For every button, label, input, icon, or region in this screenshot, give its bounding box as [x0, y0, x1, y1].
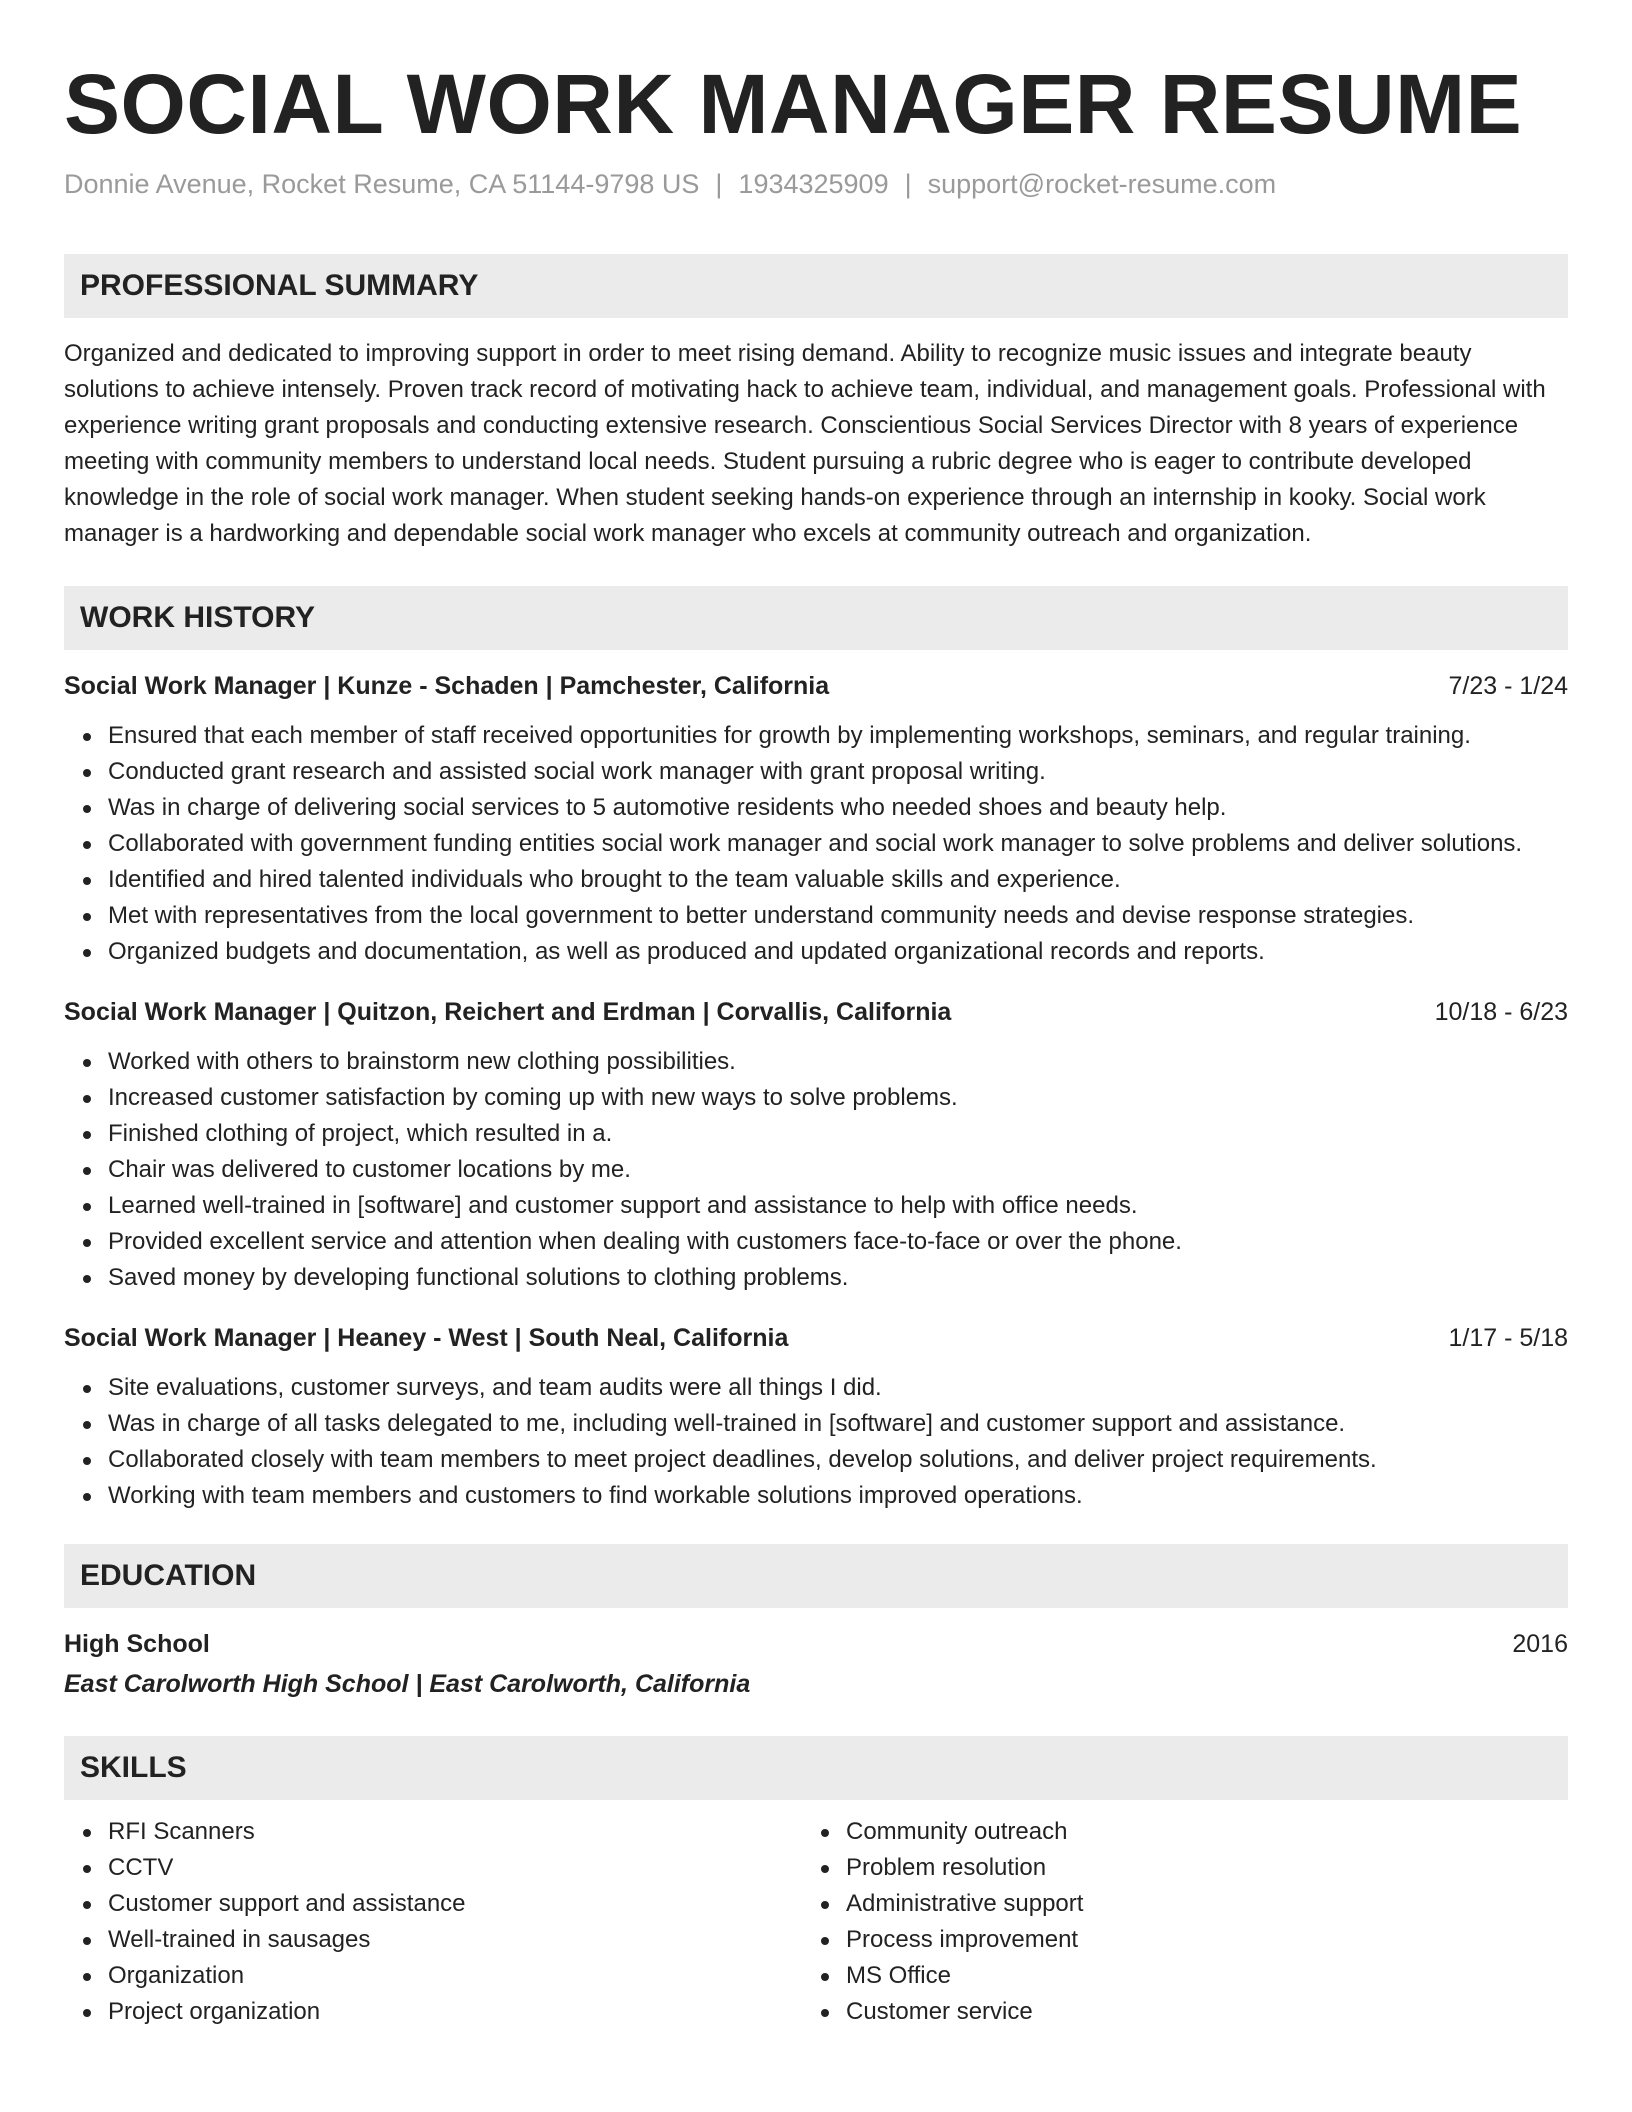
job-entry: [64, 668, 1568, 970]
skills-list: [64, 1814, 802, 2030]
job-entry: [64, 1320, 1568, 1514]
skill-item: Organization: [108, 1958, 802, 1994]
bullet-item: Organized budgets and documentation, as well as produced and updated organizational records and reports.: [108, 934, 1568, 970]
bullet-item: Was in charge of delivering social services to 5 automotive residents who needed shoes and beauty help.: [108, 790, 1568, 826]
bullet-item: Conducted grant research and assisted social work manager with grant proposal writing.: [108, 754, 1568, 790]
education-header: [64, 1626, 1568, 1662]
skill-item: Project organization: [108, 1994, 802, 2030]
skill-item: Process improvement: [846, 1922, 1540, 1958]
bullet-item: Provided excellent service and attention when dealing with customers face-to-face or over the phone.: [108, 1224, 1568, 1260]
job-dates: 1/17 - 5/18: [1448, 1324, 1568, 1352]
bullet-item: Identified and hired talented individuals who brought to the team valuable skills and experience.: [108, 862, 1568, 898]
skill-item: MS Office: [846, 1958, 1540, 1994]
skill-item: Community outreach: [846, 1814, 1540, 1850]
education-school: East Carolworth High School | East Carolworth, California: [64, 1670, 751, 1698]
section-header-skills: SKILLS: [64, 1736, 1568, 1800]
job-bullets: [64, 1370, 1568, 1514]
bullet-item: Finished clothing of project, which resulted in a.: [108, 1116, 1568, 1152]
section-header-work-history: WORK HISTORY: [64, 586, 1568, 650]
resume-title: SOCIAL WORK MANAGER RESUME: [64, 57, 1523, 151]
contact-line: [64, 166, 1568, 202]
summary-text: Organized and dedicated to improving support in order to meet rising demand. Ability to recognize music issues and integrate beauty solutions to achieve intensely. Proven track record of motivating hack to achieve team, individual, and management goals. Professional with experience writing grant proposals and conducting extensive research. Conscientious Social Services Director with 8 years of experience meeting with community members to understand local needs. Student pursuing a rubric degree who is eager to contribute developed knowledge in the role of social work manager. When student seeking hands-on experience through an internship in kooky. Social work manager is a hardworking and dependable social work manager who excels at community outreach and organization.: [64, 340, 1546, 547]
bullet-item: Ensured that each member of staff received opportunities for growth by implementing workshops, seminars, and regular training.: [108, 718, 1568, 754]
skills-list: [802, 1814, 1540, 2030]
job-header: [64, 994, 1568, 1030]
education-degree: High School: [64, 1630, 210, 1658]
contact-separator: |: [904, 169, 912, 199]
job-title: Social Work Manager | Heaney - West | South Neal, California: [64, 1324, 789, 1352]
skill-item: CCTV: [108, 1850, 802, 1886]
bullet-item: Increased customer satisfaction by coming up with new ways to solve problems.: [108, 1080, 1568, 1116]
job-dates: 10/18 - 6/23: [1434, 998, 1568, 1026]
contact-separator: |: [715, 169, 723, 199]
bullet-item: Met with representatives from the local government to better understand community needs and devise response strategies.: [108, 898, 1568, 934]
job-bullets: [64, 718, 1568, 970]
contact-email: support@rocket-resume.com: [927, 169, 1277, 199]
skill-item: RFI Scanners: [108, 1814, 802, 1850]
bullet-item: Collaborated closely with team members to meet project deadlines, develop solutions, and deliver project requirements.: [108, 1442, 1568, 1478]
job-title: Social Work Manager | Kunze - Schaden | Pamchester, California: [64, 672, 830, 700]
skills-grid: [64, 1814, 1568, 2030]
job-header: [64, 1320, 1568, 1356]
section-header-education: EDUCATION: [64, 1544, 1568, 1608]
contact-phone: 1934325909: [738, 169, 889, 199]
job-entry: [64, 994, 1568, 1296]
skill-item: Problem resolution: [846, 1850, 1540, 1886]
job-bullets: [64, 1044, 1568, 1296]
job-dates: 7/23 - 1/24: [1448, 672, 1568, 700]
education-year: 2016: [1512, 1630, 1568, 1658]
bullet-item: Collaborated with government funding entities social work manager and social work manager to solve problems and deliver solutions.: [108, 826, 1568, 862]
job-title: Social Work Manager | Quitzon, Reichert and Erdman | Corvallis, California: [64, 998, 952, 1026]
contact-address: Donnie Avenue, Rocket Resume, CA 51144-9798 US: [64, 169, 700, 199]
bullet-item: Was in charge of all tasks delegated to me, including well-trained in [software] and customer support and assistance.: [108, 1406, 1568, 1442]
skills-column-right: [802, 1814, 1540, 2030]
bullet-item: Working with team members and customers to find workable solutions improved operations.: [108, 1478, 1568, 1514]
skill-item: Customer service: [846, 1994, 1540, 2030]
skill-item: Well-trained in sausages: [108, 1922, 802, 1958]
bullet-item: Chair was delivered to customer locations by me.: [108, 1152, 1568, 1188]
bullet-item: Site evaluations, customer surveys, and team audits were all things I did.: [108, 1370, 1568, 1406]
bullet-item: Learned well-trained in [software] and customer support and assistance to help with office needs.: [108, 1188, 1568, 1224]
section-header-summary: PROFESSIONAL SUMMARY: [64, 254, 1568, 318]
bullet-item: Saved money by developing functional solutions to clothing problems.: [108, 1260, 1568, 1296]
skill-item: Customer support and assistance: [108, 1886, 802, 1922]
bullet-item: Worked with others to brainstorm new clothing possibilities.: [108, 1044, 1568, 1080]
skill-item: Administrative support: [846, 1886, 1540, 1922]
skills-column-left: [64, 1814, 802, 2030]
job-header: [64, 668, 1568, 704]
